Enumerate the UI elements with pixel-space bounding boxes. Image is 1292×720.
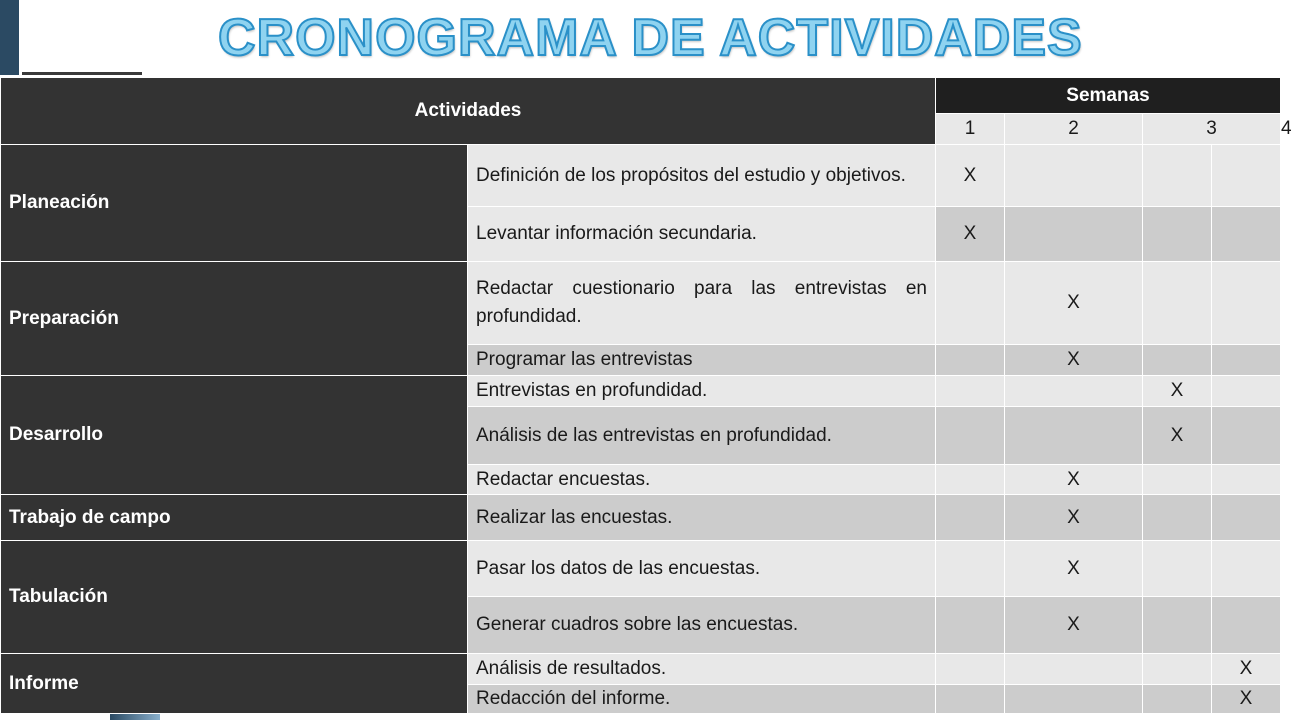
page-title: CRONOGRAMA DE ACTIVIDADES: [218, 9, 1083, 67]
activity-cell: Redactar encuestas.: [468, 465, 936, 495]
week-cell: [1143, 541, 1212, 597]
activity-cell: Entrevistas en profundidad.: [468, 376, 936, 407]
left-accent-bar: [0, 0, 19, 75]
week-cell: [936, 597, 1005, 654]
week-cell: [1005, 207, 1143, 262]
activity-cell: Definición de los propósitos del estudio y objetivos.: [468, 145, 936, 207]
week-cell: [936, 262, 1005, 345]
week-cell: [1212, 345, 1281, 376]
week-cell: [936, 376, 1005, 407]
week-cell: [1212, 465, 1281, 495]
activity-cell: Levantar información secundaria.: [468, 207, 936, 262]
week-cell: [1005, 376, 1143, 407]
week-cell: [1143, 465, 1212, 495]
header-activities: Actividades: [1, 78, 936, 145]
schedule-table: Actividades Semanas 1 2 3 4 Planeación Definición de los propósitos del estudio y objetivos. X Levantar información secundaria. X Preparación Redactar cuestionario para las entrevistas en profundidad. X Programar las entrevistas X Desarrollo Entrevistas en profundidad. X Análisis de las entrevistas en profundidad. X Redactar encuestas. X Trabajo de campo Realizar las encuestas. X Tabulación Pasar los datos de las encuestas. X Generar cuadros sobre las encuestas. X Informe Análisis de resultados. X Redacción del informe. X: [0, 77, 1281, 714]
week-cell: [936, 465, 1005, 495]
week-cell: [936, 345, 1005, 376]
week-cell: [1212, 541, 1281, 597]
week-cell: [1212, 262, 1281, 345]
week-number: 1: [936, 114, 1005, 145]
activity-cell: Análisis de resultados.: [468, 654, 936, 685]
week-cell: [1212, 597, 1281, 654]
activity-cell: Generar cuadros sobre las encuestas.: [468, 597, 936, 654]
activity-cell: Programar las entrevistas: [468, 345, 936, 376]
phase-tabulacion: Tabulación: [1, 541, 468, 654]
phase-planeacion: Planeación: [1, 145, 468, 262]
week-cell: [936, 654, 1005, 685]
week-cell: [1212, 407, 1281, 465]
phase-trabajo-de-campo: Trabajo de campo: [1, 495, 468, 541]
week-mark: X: [1005, 345, 1143, 376]
week-cell: [936, 685, 1005, 714]
week-mark: X: [1005, 262, 1143, 345]
week-mark: X: [1212, 654, 1281, 685]
activity-cell: Análisis de las entrevistas en profundidad.: [468, 407, 936, 465]
week-cell: [1212, 495, 1281, 541]
week-cell: [1005, 145, 1143, 207]
week-cell: [1212, 145, 1281, 207]
phase-preparacion: Preparación: [1, 262, 468, 376]
title-rule: [22, 72, 142, 75]
header-weeks: Semanas: [936, 78, 1281, 114]
week-cell: [1143, 597, 1212, 654]
week-mark: X: [936, 145, 1005, 207]
week-cell: [1005, 654, 1143, 685]
week-cell: [1143, 207, 1212, 262]
activity-cell: Redactar cuestionario para las entrevistas en profundidad.: [468, 262, 936, 345]
week-mark: X: [1005, 465, 1143, 495]
week-mark: X: [1005, 597, 1143, 654]
week-cell: [1005, 407, 1143, 465]
week-number: 2: [1005, 114, 1143, 145]
week-cell: [1143, 685, 1212, 714]
week-mark: X: [1143, 376, 1212, 407]
week-cell: [1143, 145, 1212, 207]
activity-cell: Pasar los datos de las encuestas.: [468, 541, 936, 597]
week-number: 3: [1143, 114, 1281, 145]
week-cell: [936, 495, 1005, 541]
week-mark: X: [1212, 685, 1281, 714]
activity-cell: Realizar las encuestas.: [468, 495, 936, 541]
phase-desarrollo: Desarrollo: [1, 376, 468, 495]
week-cell: [1143, 345, 1212, 376]
week-mark: X: [1005, 541, 1143, 597]
week-mark: X: [1143, 407, 1212, 465]
week-cell: [1143, 654, 1212, 685]
week-mark: X: [1005, 495, 1143, 541]
week-cell: [1143, 262, 1212, 345]
week-cell: [1005, 685, 1143, 714]
week-mark: X: [936, 207, 1005, 262]
phase-informe: Informe: [1, 654, 468, 714]
week-cell: [1212, 207, 1281, 262]
week-cell: [936, 541, 1005, 597]
week-cell: [936, 407, 1005, 465]
week-cell: [1212, 376, 1281, 407]
activity-cell: Redacción del informe.: [468, 685, 936, 714]
week-cell: [1143, 495, 1212, 541]
